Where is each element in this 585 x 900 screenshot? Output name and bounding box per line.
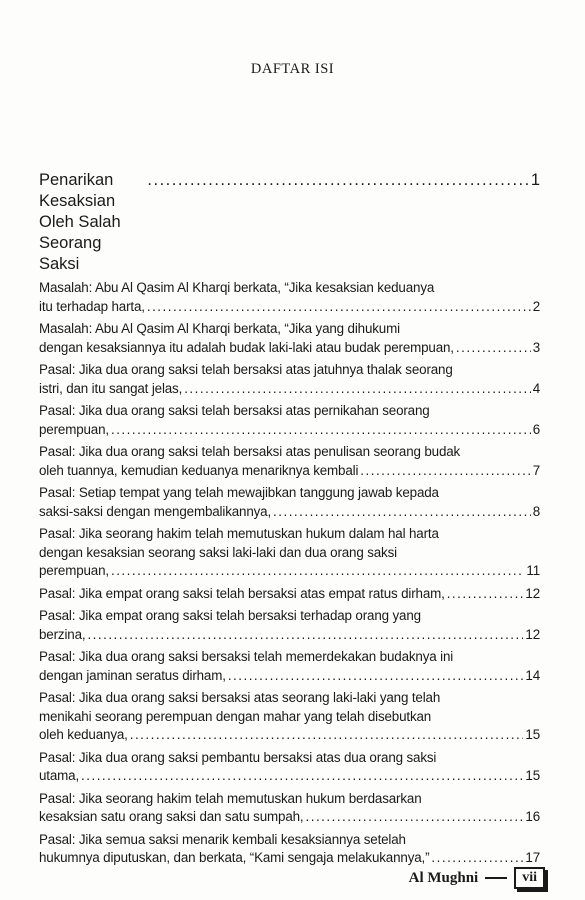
toc-main-entry-text: Penarikan Kesaksian Oleh Salah Seorang Saksi bbox=[39, 171, 121, 273]
book-title: Al Mughni bbox=[408, 869, 479, 886]
toc-entry-text: istri, dan itu sangat jelas, bbox=[39, 380, 183, 396]
footer-dash bbox=[485, 877, 507, 879]
toc-entry bbox=[39, 749, 540, 786]
toc-entry-page: 12 bbox=[525, 626, 540, 642]
toc-entry-text: Masalah: Abu Al Qasim Al Kharqi berkata, “Jika kesaksian keduanya bbox=[39, 280, 435, 295]
dot-leader bbox=[147, 170, 528, 191]
toc-entry-last-line bbox=[39, 849, 540, 868]
toc-entry-page: 4 bbox=[532, 380, 540, 396]
toc-entry-text: Pasal: Setiap tempat yang telah mewajibkan tanggung jawab kepada bbox=[39, 485, 439, 500]
toc-entry-page: 6 bbox=[532, 421, 540, 437]
dot-leader bbox=[273, 503, 531, 522]
toc-entry-page: 16 bbox=[525, 809, 540, 824]
toc-entry-text: berzina, bbox=[39, 626, 86, 642]
toc-entry-text: dengan kesaksiannya itu adalah budak laki-laki atau budak perempuan, bbox=[39, 339, 454, 355]
toc-entry-text: perempuan, bbox=[39, 421, 109, 437]
toc-entry-text: perempuan, bbox=[39, 563, 109, 578]
dot-leader bbox=[87, 626, 523, 645]
page-footer bbox=[409, 867, 545, 889]
page-number-box: vii bbox=[514, 867, 545, 889]
dot-leader bbox=[447, 585, 524, 604]
toc-entry-text: oleh keduanya, bbox=[39, 727, 128, 742]
dot-leader bbox=[81, 767, 523, 786]
toc-main-entry-page: 1 bbox=[530, 171, 540, 189]
dot-leader bbox=[111, 562, 524, 581]
toc-entry-text: Pasal: Jika empat orang saksi telah bersaksi atas empat ratus dirham, bbox=[39, 585, 445, 601]
dot-leader bbox=[111, 421, 531, 440]
toc-main-entry bbox=[39, 170, 540, 275]
table-of-contents bbox=[39, 170, 540, 872]
toc-entry-text: Pasal: Jika empat orang saksi telah bersaksi terhadap orang yang bbox=[39, 608, 421, 623]
toc-entry-text: kesaksian satu orang saksi dan satu sumpah, bbox=[39, 809, 304, 824]
toc-entry bbox=[39, 279, 540, 316]
toc-entry-text: hukumnya diputuskan, dan berkata, “Kami sengaja melakukannya,” bbox=[39, 850, 430, 865]
toc-entry bbox=[39, 484, 540, 521]
toc-entry-last-line bbox=[39, 585, 540, 604]
dot-leader bbox=[184, 380, 531, 399]
toc-entry-text: Pasal: Jika dua orang saksi pembantu bersaksi atas dua orang saksi bbox=[39, 749, 437, 765]
toc-entry-last-line bbox=[39, 726, 540, 745]
toc-entry bbox=[39, 689, 540, 745]
toc-entry bbox=[39, 361, 540, 398]
dot-leader bbox=[306, 808, 524, 827]
dot-leader bbox=[228, 667, 524, 686]
toc-entry-page: 15 bbox=[525, 727, 540, 742]
toc-entry bbox=[39, 402, 540, 439]
toc-entry-last-line bbox=[39, 503, 540, 522]
toc-entry-page: 8 bbox=[532, 503, 540, 519]
toc-entry-page: 11 bbox=[526, 563, 540, 578]
toc-entry bbox=[39, 648, 540, 685]
toc-entry-page: 3 bbox=[532, 339, 540, 355]
page-title: DAFTAR ISI bbox=[250, 61, 335, 77]
toc-entry bbox=[39, 790, 540, 827]
toc-entry bbox=[39, 320, 540, 357]
toc-entry bbox=[39, 585, 540, 604]
dot-leader bbox=[456, 339, 531, 358]
toc-entry-last-line bbox=[39, 562, 540, 581]
toc-entry-last-line bbox=[39, 421, 540, 440]
toc-entry-page: 17 bbox=[525, 850, 540, 865]
toc-entry-text: itu terhadap harta, bbox=[39, 298, 145, 314]
toc-entry-last-line bbox=[39, 339, 540, 358]
toc-entry-last-line bbox=[39, 380, 540, 399]
toc-entry-last-line bbox=[39, 298, 540, 317]
toc-entry-text: Pasal: Jika dua orang saksi bersaksi telah memerdekakan budaknya ini bbox=[39, 649, 454, 664]
dot-leader bbox=[147, 298, 531, 317]
toc-entry bbox=[39, 607, 540, 644]
toc-entry-text: Pasal: Jika dua orang saksi telah bersaksi atas penulisan seorang budak bbox=[39, 444, 461, 459]
dot-leader bbox=[431, 849, 523, 868]
toc-entry-text: dengan jaminan seratus dirham, bbox=[39, 667, 226, 683]
toc-entry-text: Pasal: Jika dua orang saksi telah bersaksi atas jatuhnya thalak seorang bbox=[39, 362, 453, 377]
toc-entry-text: Pasal: Jika dua orang saksi telah bersaksi atas pernikahan seorang bbox=[39, 403, 430, 418]
toc-entry-text: Pasal: Jika semua saksi menarik kembali kesaksiannya setelah bbox=[39, 831, 406, 847]
toc-entry-last-line bbox=[39, 808, 540, 827]
toc-entry-text: Pasal: Jika seorang hakim telah memutuskan hukum berdasarkan bbox=[39, 790, 422, 806]
toc-entry bbox=[39, 443, 540, 480]
toc-entry-last-line bbox=[39, 767, 540, 786]
toc-entry-text: Pasal: Jika dua orang saksi bersaksi atas seorang laki-laki yang telah bbox=[39, 690, 441, 705]
toc-entry-page: 14 bbox=[525, 667, 540, 683]
dot-leader bbox=[360, 462, 530, 481]
dot-leader bbox=[130, 726, 524, 745]
toc-entry-last-line bbox=[39, 667, 540, 686]
toc-entry bbox=[39, 525, 540, 581]
toc-entry-page: 12 bbox=[525, 585, 540, 601]
toc-entry-page: 2 bbox=[532, 298, 540, 314]
toc-entry-page: 15 bbox=[525, 768, 540, 783]
toc-entry-text: oleh tuannya, kemudian keduanya menariknya kembali bbox=[39, 462, 359, 478]
toc-entry-text: menikahi seorang perempuan dengan mahar yang telah disebutkan bbox=[39, 708, 432, 724]
toc-entry-list bbox=[39, 279, 540, 868]
toc-entry bbox=[39, 831, 540, 868]
toc-entry-text: utama, bbox=[39, 768, 80, 783]
toc-entry-last-line bbox=[39, 626, 540, 645]
toc-entry-text: saksi-saksi dengan mengembalikannya, bbox=[39, 503, 272, 519]
toc-entry-last-line bbox=[39, 462, 540, 481]
toc-entry-text: dengan kesaksian seorang saksi laki-laki dan dua orang saksi bbox=[39, 544, 397, 560]
toc-entry-text: Masalah: Abu Al Qasim Al Kharqi berkata, “Jika yang dihukumi bbox=[39, 321, 400, 336]
toc-entry-page: 7 bbox=[532, 462, 540, 478]
toc-entry-text: Pasal: Jika seorang hakim telah memutuskan hukum dalam hal harta bbox=[39, 526, 439, 541]
